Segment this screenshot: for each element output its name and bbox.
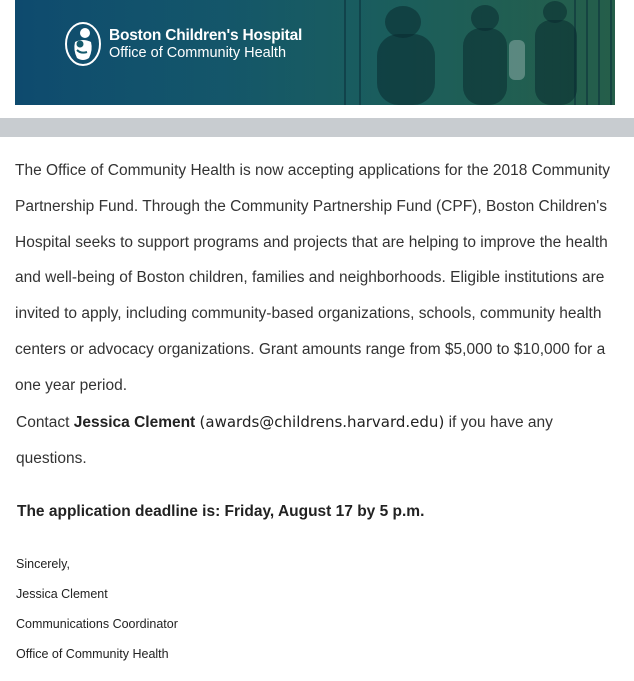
signature-title: Communications Coordinator [16,617,178,631]
contact-paragraph [15,404,615,477]
deadline-notice: The application deadline is: Friday, August 17 by 5 p.m. [17,503,425,520]
contact-suffix: if you have any questions. [16,413,553,467]
letter-body [15,153,615,661]
hospital-logo-icon [63,20,103,68]
contact-email: (awards@childrens.harvard.edu) [199,412,445,431]
divider-bar [0,118,634,137]
contact-prefix: Contact [16,413,74,431]
org-name: Boston Children's Hospital [109,26,303,44]
signature-name: Jessica Clement [16,587,108,601]
contact-name: Jessica Clement [73,413,196,431]
signature-block [16,549,178,669]
signature-closing: Sincerely, [16,557,70,571]
header-banner [15,0,615,105]
intro-paragraph: The Office of Community Health is now accepting applications for the 2018 Community Partnership Fund. Through the Community Partnership Fund (CPF), Boston Children's Hospital seeks to support programs and projects that are helping to improve the health and well-being of Boston children, families and neighborhoods. Eligible institutions are invited to apply, including community-based organizations, schools, community health centers or advocacy organizations. Grant amounts range from $5,000 to $10,000 for a one year period. [15,162,611,394]
logo [63,20,302,68]
signature-office: Office of Community Health [16,647,169,661]
dept-name: Office of Community Health [109,44,287,61]
